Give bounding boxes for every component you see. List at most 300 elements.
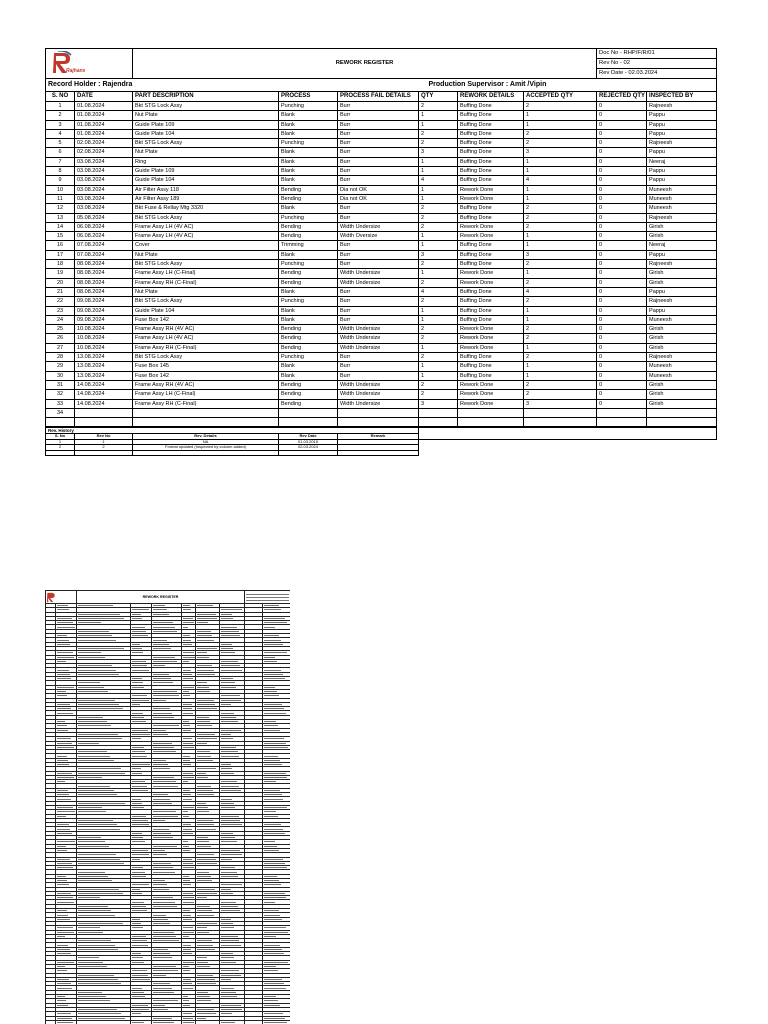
table-cell: Bending xyxy=(279,390,338,399)
table-cell: 0 xyxy=(597,241,647,250)
table-cell: 22 xyxy=(46,297,75,306)
table-cell: Bending xyxy=(279,278,338,287)
table-cell: 29 xyxy=(46,362,75,371)
table-cell: Burr xyxy=(338,139,419,148)
table-cell: Guide Plate 104 xyxy=(133,176,279,185)
table-cell: 2 xyxy=(524,380,597,389)
table-cell: 1 xyxy=(46,102,75,111)
table-row xyxy=(46,241,717,250)
table-row xyxy=(46,102,717,111)
table-cell: Rework Done xyxy=(458,325,524,334)
table-cell: 14.08.2024 xyxy=(75,390,133,399)
table-cell: 01.08.2024 xyxy=(75,111,133,120)
table-cell: 1 xyxy=(524,315,597,324)
table-cell: 1 xyxy=(524,343,597,352)
table-cell: 30 xyxy=(46,371,75,380)
table-cell: 0 xyxy=(597,111,647,120)
table-cell: 10.08.2024 xyxy=(75,343,133,352)
table-row xyxy=(46,194,717,203)
table-cell: 0 xyxy=(597,167,647,176)
table-cell: Rework Done xyxy=(458,232,524,241)
table-cell: 03.08.2024 xyxy=(75,194,133,203)
rev-history-cell: 02.03.2024 xyxy=(279,445,338,450)
table-cell: 10.08.2024 xyxy=(75,325,133,334)
table-cell: Burr xyxy=(338,260,419,269)
table-cell xyxy=(75,418,133,427)
table-cell: Width Undersize xyxy=(338,278,419,287)
table-cell: Blank xyxy=(279,120,338,129)
table-cell: 2 xyxy=(524,139,597,148)
table-cell: 0 xyxy=(597,185,647,194)
thumbnail-doc-info xyxy=(245,591,291,604)
table-cell: 05.08.2024 xyxy=(75,213,133,222)
table-cell: Muneesh xyxy=(647,204,717,213)
table-cell: 0 xyxy=(597,148,647,157)
table-cell: 2 xyxy=(524,222,597,231)
rev-history-row xyxy=(46,450,717,455)
table-cell: 6 xyxy=(46,148,75,157)
table-cell: Muneesh xyxy=(647,362,717,371)
table-cell: 1 xyxy=(524,232,597,241)
table-cell: 0 xyxy=(597,306,647,315)
table-cell: Buffing Done xyxy=(458,315,524,324)
rev-history-cell xyxy=(133,450,279,455)
table-cell: 3 xyxy=(524,399,597,408)
table-cell: 2 xyxy=(419,139,458,148)
table-cell: Width Undersize xyxy=(338,390,419,399)
table-cell: Burr xyxy=(338,241,419,250)
table-cell: 2 xyxy=(419,102,458,111)
thumbnail-cell xyxy=(196,1020,220,1024)
table-cell: Burr xyxy=(338,362,419,371)
thumbnail-cell xyxy=(220,1020,245,1024)
table-cell: 10.08.2024 xyxy=(75,334,133,343)
table-row xyxy=(46,343,717,352)
table-cell: Bending xyxy=(279,269,338,278)
table-cell: 4 xyxy=(524,176,597,185)
table-cell: 13 xyxy=(46,213,75,222)
table-cell: Buffing Done xyxy=(458,260,524,269)
table-cell: Girish xyxy=(647,390,717,399)
table-cell: 1 xyxy=(419,371,458,380)
table-cell: Burr xyxy=(338,371,419,380)
table-cell: Pappu xyxy=(647,176,717,185)
table-cell: 0 xyxy=(597,176,647,185)
table-cell: 2 xyxy=(419,278,458,287)
thumbnail-row xyxy=(46,1020,291,1024)
thumbnail-cell xyxy=(56,1020,77,1024)
table-cell: 0 xyxy=(597,287,647,296)
table-cell: Rework Done xyxy=(458,380,524,389)
table-cell: 06.08.2024 xyxy=(75,222,133,231)
table-cell: 07.08.2024 xyxy=(75,250,133,259)
table-row xyxy=(46,278,717,287)
brand-name: Rajhans xyxy=(66,68,86,74)
table-cell: Blank xyxy=(279,362,338,371)
table-cell: Punching xyxy=(279,139,338,148)
table-cell: 0 xyxy=(597,371,647,380)
table-cell: 0 xyxy=(597,129,647,138)
table-cell: 1 xyxy=(419,185,458,194)
thumbnail-cell xyxy=(152,1020,182,1024)
table-cell: Frame Assy RH (C-Final) xyxy=(133,278,279,287)
table-cell: 03.08.2024 xyxy=(75,167,133,176)
table-cell: 2 xyxy=(524,213,597,222)
table-cell: Fuse Box 142 xyxy=(133,371,279,380)
table-cell: Burr xyxy=(338,129,419,138)
table-cell: Buffing Done xyxy=(458,139,524,148)
table-cell: Buffing Done xyxy=(458,176,524,185)
table-cell: Nut Plate xyxy=(133,111,279,120)
thumbnail-logo xyxy=(46,591,77,604)
thumbnail-cell xyxy=(263,1020,291,1024)
table-cell: 2 xyxy=(524,325,597,334)
table-cell: Girish xyxy=(647,278,717,287)
table-cell: 1 xyxy=(419,232,458,241)
table-cell: 03.08.2024 xyxy=(75,204,133,213)
table-cell: 2 xyxy=(524,278,597,287)
table-cell: 0 xyxy=(597,102,647,111)
table-cell: Rework Done xyxy=(458,278,524,287)
table-cell: Buffing Done xyxy=(458,111,524,120)
column-header: PROCESS xyxy=(279,92,338,102)
table-cell: Burr xyxy=(338,176,419,185)
table-cell: Blank xyxy=(279,315,338,324)
table-cell: 2 xyxy=(419,334,458,343)
table-cell: Rework Done xyxy=(458,185,524,194)
column-header-row xyxy=(46,92,717,102)
table-cell: 1 xyxy=(419,157,458,166)
table-cell: 0 xyxy=(597,204,647,213)
table-cell: 24 xyxy=(46,315,75,324)
table-cell: 09.08.2024 xyxy=(75,306,133,315)
table-cell: 28 xyxy=(46,353,75,362)
table-cell: Blank xyxy=(279,204,338,213)
table-cell: Buffing Done xyxy=(458,148,524,157)
table-cell: Girish xyxy=(647,269,717,278)
table-cell xyxy=(647,408,717,417)
table-cell: Bkt STG Lock Assy xyxy=(133,297,279,306)
table-cell: Rework Done xyxy=(458,194,524,203)
table-cell: Bkt STG Lock Assy xyxy=(133,260,279,269)
table-cell: 3 xyxy=(419,148,458,157)
table-cell: Width Undersize xyxy=(338,343,419,352)
table-cell: Punching xyxy=(279,213,338,222)
table-cell: Rajneesh xyxy=(647,353,717,362)
table-cell: Frame Assy RH (4V AC) xyxy=(133,325,279,334)
table-cell: 4 xyxy=(46,129,75,138)
table-cell: Buffing Done xyxy=(458,157,524,166)
table-row xyxy=(46,111,717,120)
table-cell: 0 xyxy=(597,157,647,166)
table-cell: 1 xyxy=(419,269,458,278)
rev-history-cell xyxy=(46,450,75,455)
table-cell: Width Undersize xyxy=(338,222,419,231)
table-cell xyxy=(46,418,75,427)
table-cell: Rajneesh xyxy=(647,260,717,269)
table-cell: Blank xyxy=(279,287,338,296)
table-cell: 1 xyxy=(524,157,597,166)
table-cell: Buffing Done xyxy=(458,250,524,259)
rev-history-cell: Format updated (Inspected by column added) xyxy=(133,445,279,450)
table-cell: Burr xyxy=(338,213,419,222)
table-cell: 5 xyxy=(46,139,75,148)
table-cell: 2 xyxy=(419,129,458,138)
table-cell: Buffing Done xyxy=(458,287,524,296)
thumbnail-cell xyxy=(131,1020,152,1024)
table-cell: Pappu xyxy=(647,111,717,120)
table-cell xyxy=(524,408,597,417)
table-cell: 1 xyxy=(419,241,458,250)
table-row xyxy=(46,204,717,213)
table-cell: 34 xyxy=(46,408,75,417)
table-cell: 3 xyxy=(524,148,597,157)
table-cell: 2 xyxy=(524,102,597,111)
table-cell: 1 xyxy=(524,167,597,176)
table-cell: 0 xyxy=(597,334,647,343)
table-cell: Frame Assy LH (C-Final) xyxy=(133,269,279,278)
table-cell: Width Undersize xyxy=(338,325,419,334)
table-cell: Bkt STG Lock Assy xyxy=(133,353,279,362)
rev-history-column-header: Rev No xyxy=(75,434,133,439)
table-cell: Blank xyxy=(279,250,338,259)
rev-history-column-header: S. No xyxy=(46,434,75,439)
table-row xyxy=(46,380,717,389)
table-cell: Buffing Done xyxy=(458,362,524,371)
table-cell: 0 xyxy=(597,297,647,306)
table-cell: Girish xyxy=(647,343,717,352)
page-title: REWORK REGISTER xyxy=(133,49,597,79)
table-row xyxy=(46,297,717,306)
table-cell: 01.08.2024 xyxy=(75,120,133,129)
table-cell: Width Undersize xyxy=(338,269,419,278)
table-cell: Guide Plate 104 xyxy=(133,306,279,315)
table-cell: 0 xyxy=(597,194,647,203)
table-cell: 06.08.2024 xyxy=(75,232,133,241)
table-cell: Buffing Done xyxy=(458,353,524,362)
table-cell: 1 xyxy=(419,167,458,176)
rev-history-cell: 1 xyxy=(75,439,133,444)
table-cell: 1 xyxy=(419,315,458,324)
table-cell: Bkt Fuse & Rellay Mtg 3320 xyxy=(133,204,279,213)
table-cell: 03.08.2024 xyxy=(75,185,133,194)
rework-register-sheet xyxy=(45,48,716,456)
table-cell: 14 xyxy=(46,222,75,231)
thumbnail-table xyxy=(45,590,290,1024)
page-thumbnail[interactable] xyxy=(45,590,290,1024)
table-cell: Rajneesh xyxy=(647,297,717,306)
table-cell: Guide Plate 109 xyxy=(133,167,279,176)
table-cell: Dia not OK xyxy=(338,185,419,194)
table-cell: Width Undersize xyxy=(338,380,419,389)
table-cell: 0 xyxy=(597,399,647,408)
table-cell: Bending xyxy=(279,194,338,203)
rev-history-rows xyxy=(46,439,717,455)
table-cell: Width Undersize xyxy=(338,334,419,343)
table-cell: 13.08.2024 xyxy=(75,362,133,371)
thumbnail-title: REWORK REGISTER xyxy=(77,591,245,604)
thumbnail-cell xyxy=(182,1020,196,1024)
table-cell: 0 xyxy=(597,362,647,371)
table-cell: Frame Assy RH (4V AC) xyxy=(133,380,279,389)
table-cell: Burr xyxy=(338,120,419,129)
rev-history-title: Rev. History xyxy=(46,428,419,434)
table-cell: 2 xyxy=(524,204,597,213)
column-header: PROCESS FAIL DETAILS xyxy=(338,92,419,102)
table-cell: 07.08.2024 xyxy=(75,241,133,250)
table-cell: Buffing Done xyxy=(458,213,524,222)
table-row xyxy=(46,260,717,269)
table-cell: Dia not OK xyxy=(338,194,419,203)
table-cell: 0 xyxy=(597,250,647,259)
table-cell xyxy=(458,408,524,417)
column-header: REWORK DETAILS xyxy=(458,92,524,102)
register-table xyxy=(45,48,717,427)
table-row xyxy=(46,325,717,334)
table-cell: Punching xyxy=(279,297,338,306)
table-row xyxy=(46,287,717,296)
table-row xyxy=(46,120,717,129)
table-cell: 3 xyxy=(46,120,75,129)
table-row xyxy=(46,269,717,278)
column-header: PART DESCRIPTION xyxy=(133,92,279,102)
table-cell: Blank xyxy=(279,148,338,157)
table-cell: 2 xyxy=(524,390,597,399)
table-cell: Girish xyxy=(647,399,717,408)
table-cell: 0 xyxy=(597,343,647,352)
rev-history-table xyxy=(45,427,717,456)
thumbnail-cell xyxy=(245,1020,263,1024)
table-cell: 1 xyxy=(524,371,597,380)
table-cell: 4 xyxy=(524,287,597,296)
table-cell: 33 xyxy=(46,399,75,408)
table-cell: 0 xyxy=(597,222,647,231)
table-cell xyxy=(524,418,597,427)
table-cell: 10 xyxy=(46,185,75,194)
table-cell: Bkt STG Lock Assy xyxy=(133,139,279,148)
column-header: REJECTED QTY xyxy=(597,92,647,102)
table-cell: 2 xyxy=(46,111,75,120)
table-cell: 03.08.2024 xyxy=(75,157,133,166)
table-cell: 1 xyxy=(419,194,458,203)
table-cell: Frame Assy LH (4V AC) xyxy=(133,232,279,241)
table-cell: Buffing Done xyxy=(458,204,524,213)
table-cell: Burr xyxy=(338,353,419,362)
table-cell: Air Filter Assy 118 xyxy=(133,185,279,194)
table-cell: 1 xyxy=(524,269,597,278)
table-cell: Frame Assy LH (4V AC) xyxy=(133,222,279,231)
rev-date: Rev Date - 02.03.2024 xyxy=(597,69,717,79)
table-cell: 09.08.2024 xyxy=(75,297,133,306)
rev-history-column-header: Rev Date xyxy=(279,434,338,439)
table-cell: Punching xyxy=(279,260,338,269)
table-cell: 13.08.2024 xyxy=(75,353,133,362)
table-cell: 1 xyxy=(524,120,597,129)
table-cell: 0 xyxy=(597,325,647,334)
table-cell: Rework Done xyxy=(458,334,524,343)
rev-history-cell: 2 xyxy=(75,445,133,450)
table-cell: Buffing Done xyxy=(458,297,524,306)
table-cell: Rework Done xyxy=(458,399,524,408)
table-cell: 0 xyxy=(597,315,647,324)
table-cell: Rework Done xyxy=(458,390,524,399)
table-cell: Rework Done xyxy=(458,222,524,231)
table-cell: Nut Plate xyxy=(133,148,279,157)
table-cell: Muneesh xyxy=(647,194,717,203)
table-row xyxy=(46,353,717,362)
table-cell: Pappu xyxy=(647,120,717,129)
table-cell: Nut Plate xyxy=(133,250,279,259)
table-cell: Neeraj xyxy=(647,157,717,166)
company-logo xyxy=(46,49,133,79)
table-cell: 2 xyxy=(524,297,597,306)
table-cell: Burr xyxy=(338,306,419,315)
table-cell: Bending xyxy=(279,399,338,408)
table-cell: 1 xyxy=(419,111,458,120)
table-cell: Burr xyxy=(338,102,419,111)
table-cell: 2 xyxy=(419,380,458,389)
table-cell: Pappu xyxy=(647,129,717,138)
table-cell: Burr xyxy=(338,167,419,176)
table-cell: Bending xyxy=(279,325,338,334)
table-cell: 26 xyxy=(46,334,75,343)
table-cell: 1 xyxy=(524,362,597,371)
table-cell: 12 xyxy=(46,204,75,213)
table-cell: Width Oversize xyxy=(338,232,419,241)
table-row xyxy=(46,222,717,231)
table-cell: 0 xyxy=(597,120,647,129)
table-cell: Muneesh xyxy=(647,371,717,380)
table-cell: Cover xyxy=(133,241,279,250)
production-supervisor: Production Supervisor : Amit /Vipin xyxy=(419,79,717,92)
table-row xyxy=(46,362,717,371)
table-row xyxy=(46,167,717,176)
rev-history-column-header: Remark xyxy=(338,434,419,439)
table-cell: Burr xyxy=(338,287,419,296)
table-cell: Bkt STG Lock Assy xyxy=(133,213,279,222)
table-cell xyxy=(279,408,338,417)
table-cell: 1 xyxy=(419,306,458,315)
table-cell: Frame Assy LH (4V AC) xyxy=(133,334,279,343)
table-cell: Bending xyxy=(279,232,338,241)
table-cell: 1 xyxy=(524,241,597,250)
table-cell: 3 xyxy=(524,250,597,259)
table-cell: 1 xyxy=(524,185,597,194)
table-cell: Bkt STG Lock Assy xyxy=(133,102,279,111)
table-cell: 0 xyxy=(597,260,647,269)
table-row xyxy=(46,139,717,148)
table-cell: Width Undersize xyxy=(338,399,419,408)
table-cell: 20 xyxy=(46,278,75,287)
table-cell xyxy=(597,408,647,417)
table-cell: Buffing Done xyxy=(458,120,524,129)
table-cell: 31 xyxy=(46,380,75,389)
table-cell: 14.08.2024 xyxy=(75,380,133,389)
table-cell: Girish xyxy=(647,232,717,241)
table-cell: Pappu xyxy=(647,250,717,259)
table-cell: 0 xyxy=(597,139,647,148)
table-cell: Blank xyxy=(279,129,338,138)
table-cell: Frame Assy LH (C-Final) xyxy=(133,390,279,399)
table-cell: 2 xyxy=(419,222,458,231)
table-cell: Girish xyxy=(647,222,717,231)
table-cell: 0 xyxy=(597,380,647,389)
column-header: S. NO xyxy=(46,92,75,102)
table-cell: Trimming xyxy=(279,241,338,250)
table-cell: Buffing Done xyxy=(458,167,524,176)
table-cell: 01.08.2024 xyxy=(75,102,133,111)
table-cell: Burr xyxy=(338,297,419,306)
